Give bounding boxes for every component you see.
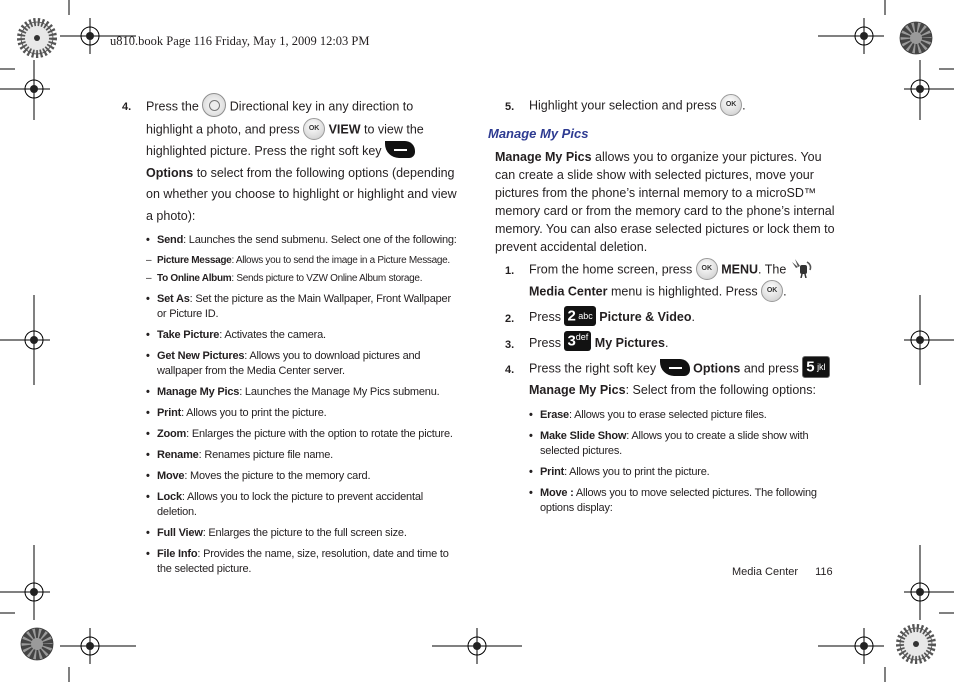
right-column bbox=[505, 95, 845, 117]
right-soft-key-icon bbox=[385, 141, 415, 158]
steps-list bbox=[505, 259, 845, 522]
key-5-icon: 5 jkl bbox=[802, 356, 829, 378]
media-center-icon bbox=[790, 258, 814, 278]
right-soft-key-icon bbox=[660, 359, 690, 376]
left-column bbox=[122, 95, 462, 583]
list-item: • Set As: Set the picture as the Main Wallpaper, Front Wallpaper or Picture ID. bbox=[146, 293, 451, 320]
ok-key-icon: OK bbox=[720, 94, 742, 116]
ok-key-icon: OK bbox=[761, 280, 783, 302]
book-header: u810.book Page 116 Friday, May 1, 2009 12:03 PM bbox=[110, 34, 370, 48]
options-list bbox=[529, 408, 845, 516]
step-5-text: Highlight your selection and press OK . bbox=[529, 95, 845, 117]
list-item: • Zoom: Enlarges the picture with the option to rotate the picture. bbox=[146, 428, 453, 440]
list-item: • Print: Allows you to print the picture. bbox=[146, 407, 327, 419]
step-4-text: Press the Directional key in any direction to highlight a photo, and press OK VIEW to view the highlighted picture. Press the right soft key Options to select from the following options (depending on whether you choose to highlight or highlight and view a photo): bbox=[146, 95, 462, 227]
list-item: • Move: Moves the picture to the memory card. bbox=[146, 470, 371, 482]
step-3: 3. Press 3def My Pictures. bbox=[505, 332, 669, 351]
list-item: • Rename: Renames picture file name. bbox=[146, 449, 334, 461]
ok-key-icon: OK bbox=[696, 258, 718, 280]
list-item: • Erase: Allows you to erase selected picture files. bbox=[529, 408, 767, 421]
key-2-icon: 2 abc bbox=[564, 306, 595, 326]
intro-paragraph: Manage My Pics allows you to organize your pictures. You can create a slide show with selected pictures, move your pictures from the phone’s internal memory to a microSD™ memory card or from the memory card to the phone’s internal memory. You can also erase selected pictures or lock them to prevent accidental deletion. bbox=[495, 150, 835, 254]
list-item: • Take Picture: Activates the camera. bbox=[146, 329, 326, 341]
list-item: • File Info: Provides the name, size, resolution, date and time to the selected picture. bbox=[146, 548, 449, 575]
ok-key-icon: OK bbox=[303, 118, 325, 140]
list-item: • Manage My Pics: Launches the Manage My Pics submenu. bbox=[146, 386, 440, 398]
page-number: 116 bbox=[815, 566, 833, 578]
list-item: • Print: Allows you to print the picture. bbox=[529, 465, 710, 478]
step-number: 4. bbox=[122, 101, 132, 113]
options-list bbox=[146, 233, 462, 577]
list-item: • Lock: Allows you to lock the picture to prevent accidental deletion. bbox=[146, 491, 423, 518]
list-item: • Full View: Enlarges the picture to the full screen size. bbox=[146, 527, 407, 539]
key-3-icon: 3def bbox=[564, 331, 591, 351]
list-item: – Picture Message: Allows you to send the image in a Picture Message. bbox=[146, 255, 450, 266]
step-1: 1. From the home screen, press OK MENU. The Media Center menu is highlighted. Press OK . bbox=[505, 259, 845, 303]
list-item: • Get New Pictures: Allows you to download pictures and wallpaper from the Media Center server. bbox=[146, 350, 421, 377]
list-item: • Send: Launches the send submenu. Select one of the following: bbox=[146, 234, 457, 246]
footer-section: Media Center bbox=[732, 566, 799, 578]
step-number: 5. bbox=[505, 101, 515, 113]
list-item: • Make Slide Show: Allows you to create a slide show with selected pictures. bbox=[529, 429, 809, 457]
list-item: • Move : Allows you to move selected pictures. The following options display: bbox=[529, 486, 817, 514]
step-2: 2. Press 2 abc Picture & Video. bbox=[505, 307, 695, 325]
section-heading: Manage My Pics bbox=[488, 126, 589, 141]
step-4: 4. Press the right soft key Options and press 5 jkl Manage My Pics: Select from the following options: bbox=[505, 358, 845, 402]
list-item: – To Online Album: Sends picture to VZW Online Album storage. bbox=[146, 273, 423, 284]
directional-key-icon bbox=[202, 93, 226, 117]
page-footer bbox=[732, 566, 833, 578]
